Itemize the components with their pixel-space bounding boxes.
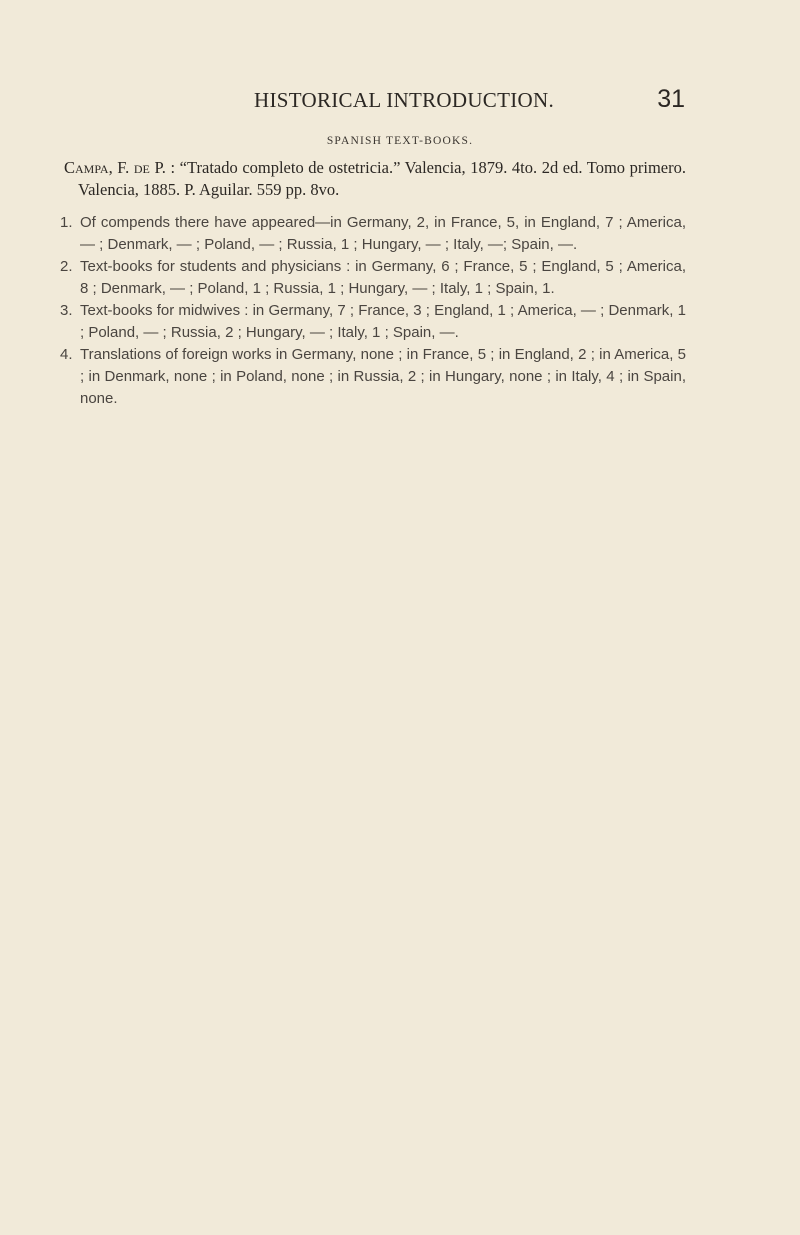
bibliographic-entry: [64, 157, 686, 201]
note-number: 2.: [60, 258, 73, 275]
page-number: 31: [657, 85, 685, 113]
numbered-notes: [60, 212, 686, 410]
note-number: 3.: [60, 302, 73, 319]
note-number: 4.: [60, 346, 73, 363]
note-text: Text-books for midwives : in Germany, 7 ; France, 3 ; England, 1 ; America, — ; Denmark, 1 ; Poland, — ; Russia, 2 ; Hungary, — ; Italy, 1 ; Spain, —.: [80, 302, 686, 341]
note-item: [60, 256, 686, 300]
note-text: Of compends there have appeared—in Germany, 2, in France, 5, in England, 7 ; America, — ; Denmark, — ; Poland, — ; Russia, 1 ; Hungary, — ; Italy, —; Spain, —.: [80, 214, 686, 253]
running-head: [60, 85, 685, 118]
note-item: [60, 344, 686, 410]
section-heading: SPANISH TEXT-BOOKS.: [326, 135, 474, 147]
note-item: [60, 212, 686, 256]
note-text: Translations of foreign works in Germany, none ; in France, 5 ; in England, 2 ; in America, 5 ; in Denmark, none ; in Poland, none ; in Russia, 2 ; in Hungary, none ; in Italy, 4 ; in Spain, none.: [80, 346, 686, 407]
note-number: 1.: [60, 214, 73, 231]
entry-text: : “Tratado completo de ostetricia.” Valencia, 1879. 4to. 2d ed. Tomo primero. Valencia, 1885. P. Aguilar. 559 pp. 8vo.: [78, 158, 686, 199]
running-head-title: HISTORICAL INTRODUCTION.: [254, 88, 555, 112]
note-item: [60, 300, 686, 344]
note-text: Text-books for students and physicians : in Germany, 6 ; France, 5 ; England, 5 ; America, 8 ; Denmark, — ; Poland, 1 ; Russia, 1 ; Hungary, — ; Italy, 1 ; Spain, 1.: [80, 258, 686, 297]
entry-author: Campa, F. de P.: [64, 158, 166, 177]
